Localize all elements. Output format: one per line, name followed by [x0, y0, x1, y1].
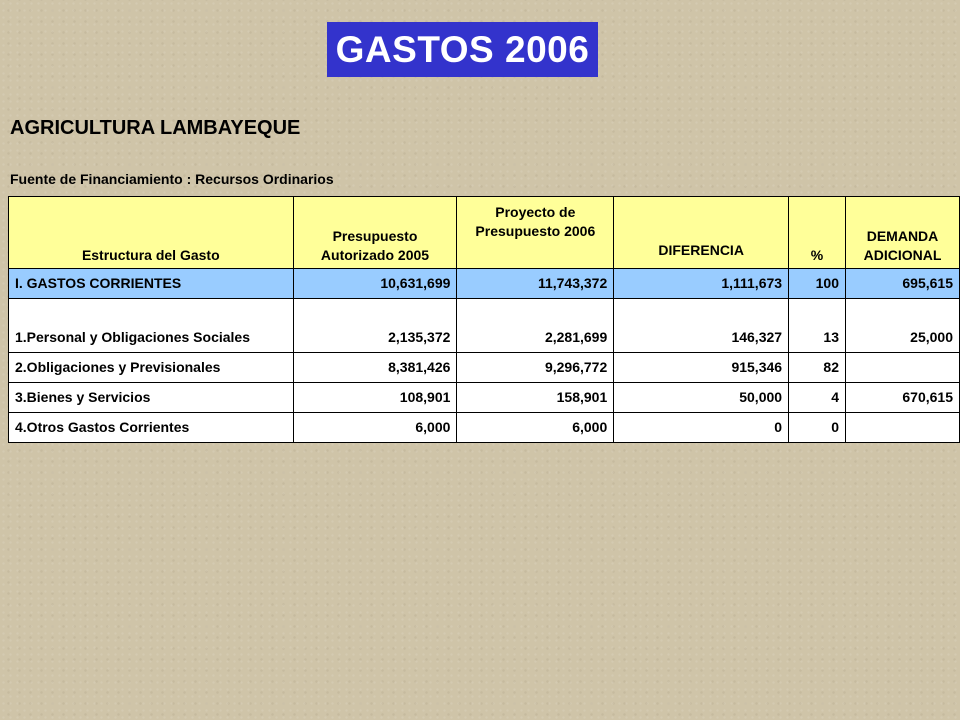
cell-presupuesto-2005: 8,381,426 — [293, 353, 457, 383]
cell-proyecto-2006: 11,743,372 — [457, 269, 614, 299]
table-row — [9, 353, 960, 383]
cell-diferencia: 0 — [614, 413, 789, 443]
cell-percent: 0 — [789, 413, 846, 443]
cell-estructura: 3.Bienes y Servicios — [9, 383, 294, 413]
cell-proyecto-2006: 2,281,699 — [457, 299, 614, 353]
cell-presupuesto-2005: 6,000 — [293, 413, 457, 443]
table-header-row — [9, 197, 960, 269]
cell-proyecto-2006: 6,000 — [457, 413, 614, 443]
cell-estructura: 1.Personal y Obligaciones Sociales — [9, 299, 294, 353]
cell-presupuesto-2005: 10,631,699 — [293, 269, 457, 299]
cell-proyecto-2006: 9,296,772 — [457, 353, 614, 383]
header-diferencia: DIFERENCIA — [614, 197, 789, 269]
funding-source: Fuente de Financiamiento : Recursos Ordinarios — [10, 171, 334, 187]
cell-presupuesto-2005: 108,901 — [293, 383, 457, 413]
header-percent: % — [789, 197, 846, 269]
cell-percent: 100 — [789, 269, 846, 299]
cell-demanda-adicional — [846, 353, 960, 383]
cell-percent: 4 — [789, 383, 846, 413]
cell-diferencia: 50,000 — [614, 383, 789, 413]
table-row — [9, 269, 960, 299]
table-row — [9, 413, 960, 443]
table-row — [9, 383, 960, 413]
cell-demanda-adicional: 670,615 — [846, 383, 960, 413]
budget-table — [8, 196, 960, 443]
cell-demanda-adicional: 25,000 — [846, 299, 960, 353]
cell-demanda-adicional — [846, 413, 960, 443]
header-demanda-adicional: DEMANDA ADICIONAL — [846, 197, 960, 269]
cell-estructura: 2.Obligaciones y Previsionales — [9, 353, 294, 383]
cell-diferencia: 915,346 — [614, 353, 789, 383]
page-title: GASTOS 2006 — [327, 22, 598, 77]
cell-diferencia: 1,111,673 — [614, 269, 789, 299]
cell-demanda-adicional: 695,615 — [846, 269, 960, 299]
cell-proyecto-2006: 158,901 — [457, 383, 614, 413]
cell-percent: 13 — [789, 299, 846, 353]
table-row — [9, 299, 960, 353]
cell-percent: 82 — [789, 353, 846, 383]
cell-estructura: 4.Otros Gastos Corrientes — [9, 413, 294, 443]
header-presupuesto-2005: Presupuesto Autorizado 2005 — [293, 197, 457, 269]
subtitle: AGRICULTURA LAMBAYEQUE — [10, 117, 301, 139]
cell-estructura: I. GASTOS CORRIENTES — [9, 269, 294, 299]
cell-presupuesto-2005: 2,135,372 — [293, 299, 457, 353]
header-proyecto-2006: Proyecto de Presupuesto 2006 — [457, 197, 614, 269]
cell-diferencia: 146,327 — [614, 299, 789, 353]
header-estructura: Estructura del Gasto — [9, 197, 294, 269]
